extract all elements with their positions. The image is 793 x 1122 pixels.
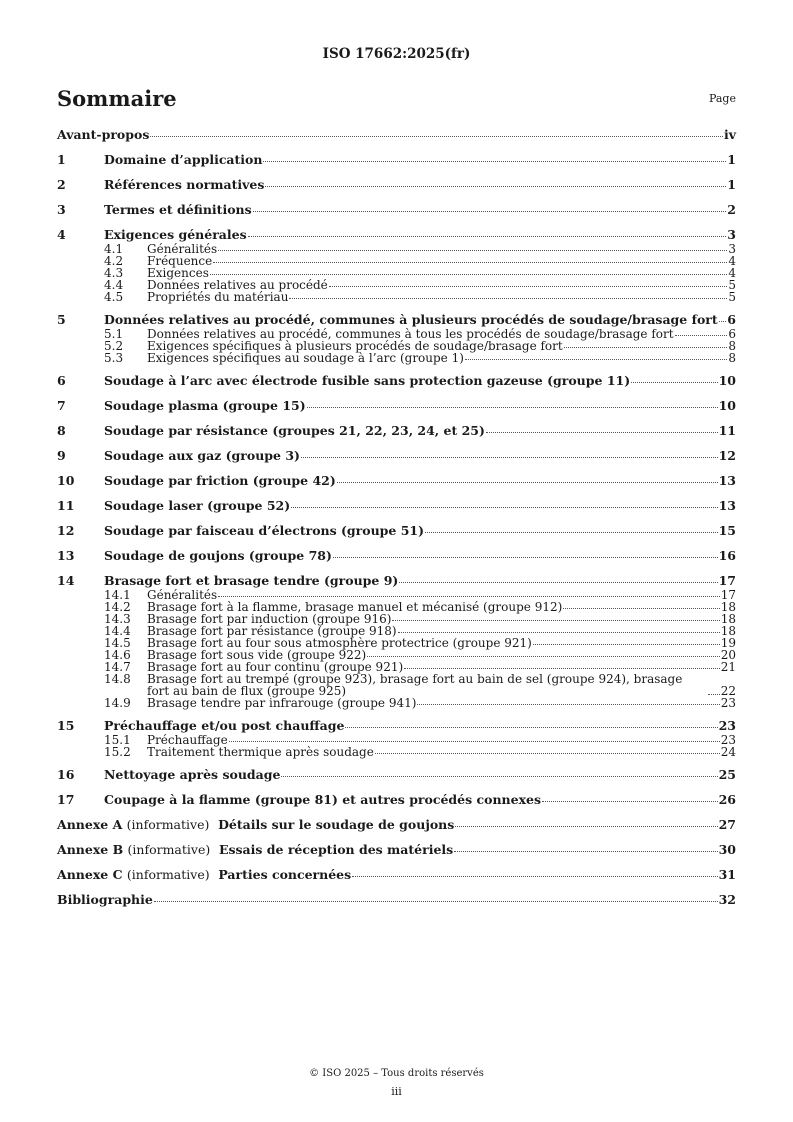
toc-entry-number: 4.4 (104, 278, 124, 292)
toc-entry-title: Brasage fort par induction (groupe 916) (147, 612, 392, 626)
toc-entry-2[interactable] (57, 179, 736, 193)
dot-leader (345, 727, 717, 728)
dot-leader (253, 211, 727, 212)
toc-entry-number: 4.3 (104, 266, 124, 280)
toc-entry-title: Soudage par faisceau d’électrons (groupe 51) (104, 523, 425, 538)
toc-entry-number: 1 (57, 152, 66, 167)
toc-entry-number: 14.5 (104, 636, 131, 650)
dot-leader (263, 161, 726, 162)
toc-entry-annex-a[interactable] (57, 819, 736, 833)
toc-entry-number: 5.3 (104, 351, 124, 365)
toc-entry-page: 10 (718, 373, 736, 388)
toc-entry-page: 25 (718, 767, 736, 782)
toc-entry-page: 27 (718, 817, 736, 832)
toc-entry-page: 30 (718, 842, 736, 857)
toc-entry-page: 1 (727, 152, 736, 167)
toc-entry-page: 20 (720, 648, 736, 662)
toc-entry-page: 23 (720, 696, 736, 710)
toc-entry-number: 3 (57, 202, 66, 217)
toc-entry-number: 14.7 (104, 660, 131, 674)
dot-leader (218, 596, 720, 597)
toc-entry-title: Généralités (147, 242, 218, 256)
toc-entry-title: Exigences spécifiques à plusieurs procédés de soudage/brasage fort (147, 339, 563, 353)
toc-entry-bibliography[interactable] (57, 894, 736, 908)
toc-entry-page: 16 (718, 548, 736, 563)
toc-entry-title: Brasage fort à la flamme, brasage manuel et mécanisé (groupe 912) (147, 600, 563, 614)
dot-leader (333, 557, 718, 558)
toc-entry-number: 14.2 (104, 600, 131, 614)
toc-entry-title: Termes et définitions (104, 202, 252, 217)
toc-entry-page: 18 (720, 612, 736, 626)
toc-entry-title: Avant-propos (57, 127, 150, 142)
dot-leader (454, 851, 717, 852)
toc-entry-title: Essais de réception des matériels (218, 842, 454, 857)
toc-entry-page: 17 (718, 573, 736, 588)
dot-leader (404, 668, 720, 669)
toc-entry-number: 13 (57, 548, 75, 563)
toc-entry-title: Bibliographie (57, 892, 153, 907)
dot-leader (486, 432, 718, 433)
toc-entry-number: 6 (57, 373, 66, 388)
toc-entry-number: 4.1 (104, 242, 124, 256)
toc-entry-7[interactable] (57, 400, 736, 414)
toc-entry-page: 13 (718, 498, 736, 513)
toc-entry-1[interactable] (57, 154, 736, 168)
toc-entry-13[interactable] (57, 550, 736, 564)
toc-entry-number: 15.2 (104, 745, 131, 759)
toc-entry-page: 21 (720, 660, 736, 674)
toc-entry-title: Brasage fort et brasage tendre (groupe 9) (104, 573, 399, 588)
toc-entry-number: 4.2 (104, 254, 124, 268)
toc-entry-14[interactable] (57, 575, 736, 589)
toc-entry-16[interactable] (57, 769, 736, 783)
toc-entry-title: Soudage à l’arc avec électrode fusible sans protection gazeuse (groupe 11) (104, 373, 631, 388)
toc-entry-title: Exigences (147, 266, 209, 280)
dot-leader (417, 704, 719, 705)
toc-entry-title: Données relatives au procédé, communes à tous les procédés de soudage/brasage fort (147, 327, 674, 341)
dot-leader (465, 359, 727, 360)
toc-entry-title: Parties concernées (218, 867, 352, 882)
toc-entry-title: Préchauffage (147, 733, 228, 747)
toc-entry-page: 5 (728, 290, 736, 304)
toc-entry-title: Soudage aux gaz (groupe 3) (104, 448, 300, 463)
toc-entry-14-9[interactable] (104, 697, 736, 709)
toc-entry-page: 22 (720, 684, 736, 698)
dot-leader (708, 694, 720, 695)
toc-entry-number: 14.9 (104, 696, 131, 710)
dot-leader (563, 608, 719, 609)
toc-entry-title: Traitement thermique après soudage (147, 745, 374, 759)
toc-entry-number: 8 (57, 423, 66, 438)
toc-entry-title: Données relatives au procédé (147, 278, 328, 292)
dot-leader (542, 801, 718, 802)
dot-leader (375, 753, 720, 754)
page-number: iii (391, 1085, 402, 1098)
dot-leader (291, 507, 717, 508)
toc-entry-title: Fréquence (147, 254, 213, 268)
dot-leader (398, 632, 720, 633)
dot-leader (218, 250, 727, 251)
toc-entry-page: 19 (720, 636, 736, 650)
toc-entry-6[interactable] (57, 375, 736, 389)
annex-type: (informative) (126, 867, 210, 882)
toc-entry-title: Soudage de goujons (groupe 78) (104, 548, 332, 563)
toc-entry-number: 14.3 (104, 612, 131, 626)
toc-entry-15-2[interactable] (104, 746, 736, 758)
toc-entry-5[interactable] (57, 314, 736, 328)
toc-entry-title: Brasage tendre par infrarouge (groupe 941) (147, 696, 417, 710)
toc-entry-page: 32 (718, 892, 736, 907)
toc-entry-annex-c[interactable] (57, 869, 736, 883)
toc-entry-title: Soudage par friction (groupe 42) (104, 473, 336, 488)
dot-leader (248, 236, 727, 237)
toc-entry-number: 14.4 (104, 624, 131, 638)
toc-entry-10[interactable] (57, 475, 736, 489)
toc-entry-number: 2 (57, 177, 66, 192)
toc-entry-title: Nettoyage après soudage (104, 767, 281, 782)
toc-entry-page: 23 (720, 733, 736, 747)
annex-type: (informative) (126, 817, 210, 832)
dot-leader (301, 457, 718, 458)
page-column-label: Page (708, 92, 736, 105)
toc-entry-page: 31 (718, 867, 736, 882)
toc-entry-page: 4 (728, 266, 736, 280)
toc-entry-page: 5 (728, 278, 736, 292)
dot-leader (392, 620, 719, 621)
toc-entry-page: 15 (718, 523, 736, 538)
dot-leader (337, 482, 718, 483)
dot-leader (281, 776, 717, 777)
toc-entry-number: 9 (57, 448, 66, 463)
toc-entry-page: 23 (718, 718, 736, 733)
toc-entry-12[interactable] (57, 525, 736, 539)
toc-entry-14-8[interactable] (104, 673, 736, 697)
toc-entry-title: Références normatives (104, 177, 265, 192)
toc-entry-number: 10 (57, 473, 75, 488)
toc-entry-5-3[interactable] (104, 352, 736, 364)
toc-entry-number: 5 (57, 312, 66, 327)
toc-entry-9[interactable] (57, 450, 736, 464)
toc-entry-number: 4 (57, 227, 66, 242)
dot-leader (455, 826, 717, 827)
toc-entry-number: 15.1 (104, 733, 131, 747)
toc-entry-page: 11 (718, 423, 736, 438)
toc-entry-annex-b[interactable] (57, 844, 736, 858)
dot-leader (229, 741, 720, 742)
dot-leader (213, 262, 727, 263)
toc-entry-11[interactable] (57, 500, 736, 514)
toc-entry-title: Propriétés du matériau (147, 290, 289, 304)
toc-entry-number: 5.2 (104, 339, 124, 353)
annex-type: (informative) (127, 842, 211, 857)
toc-entry-title: Brasage fort au four sous atmosphère protectrice (groupe 921) (147, 636, 532, 650)
dot-leader (719, 321, 727, 322)
dot-leader (533, 644, 720, 645)
toc-entry-page: 8 (728, 339, 736, 353)
toc-entry-4[interactable] (57, 229, 736, 243)
toc-entry-page: 8 (728, 351, 736, 365)
toc-entry-page: 2 (727, 202, 736, 217)
toc-entry-foreword[interactable] (57, 129, 736, 143)
dot-leader (329, 286, 728, 287)
toc-entry-page: 18 (720, 624, 736, 638)
toc-entry-title: Données relatives au procédé, communes à plusieurs procédés de soudage/brasage fort (104, 312, 718, 327)
table-of-contents (57, 129, 736, 908)
dot-leader (154, 901, 718, 902)
toc-entry-number: 17 (57, 792, 75, 807)
toc-entry-title: Soudage laser (groupe 52) (104, 498, 291, 513)
toc-entry-15[interactable] (57, 720, 736, 734)
toc-entry-page: 12 (718, 448, 736, 463)
toc-entry-number: 7 (57, 398, 66, 413)
toc-entry-page: 26 (718, 792, 736, 807)
toc-entry-title: Généralités (147, 588, 218, 602)
toc-entry-page: 18 (720, 600, 736, 614)
toc-entry-4-5[interactable] (104, 291, 736, 303)
dot-leader (210, 274, 728, 275)
dot-leader (675, 335, 728, 336)
annex-label: Annexe A (57, 817, 123, 832)
toc-entry-page: 10 (718, 398, 736, 413)
toc-entry-title: Préchauffage et/ou post chauffage (104, 718, 345, 733)
toc-entry-title: Brasage fort sous vide (groupe 922) (147, 648, 367, 662)
toc-entry-title: Exigences générales (104, 227, 247, 242)
toc-entry-page: 3 (728, 242, 736, 256)
toc-entry-page: 6 (727, 312, 736, 327)
toc-entry-title: Soudage par résistance (groupes 21, 22, 23, 24, et 25) (104, 423, 485, 438)
toc-entry-number: 11 (57, 498, 75, 513)
dot-leader (399, 582, 717, 583)
toc-entry-3[interactable] (57, 204, 736, 218)
toc-entry-number: 14 (57, 573, 75, 588)
toc-entry-title: Brasage fort au trempé (groupe 923), brasage fort au bain de sel (groupe 924), brasage fort au bain de flux (groupe 925) (147, 672, 683, 698)
copyright-footer: © ISO 2025 – Tous droits réservés (309, 1068, 484, 1079)
toc-entry-8[interactable] (57, 425, 736, 439)
toc-entry-number: 15 (57, 718, 75, 733)
toc-entry-page: 6 (728, 327, 736, 341)
toc-entry-page: iv (723, 127, 736, 142)
dot-leader (367, 656, 720, 657)
annex-label: Annexe B (57, 842, 124, 857)
toc-entry-title: Brasage fort au four continu (groupe 921) (147, 660, 404, 674)
toc-entry-page: 17 (720, 588, 736, 602)
toc-entry-page: 3 (727, 227, 736, 242)
toc-entry-number: 14.6 (104, 648, 131, 662)
toc-entry-number: 14.1 (104, 588, 131, 602)
toc-entry-page: 13 (718, 473, 736, 488)
toc-entry-title: Exigences spécifiques au soudage à l’arc (groupe 1) (147, 351, 464, 365)
dot-leader (425, 532, 718, 533)
toc-entry-number: 14.8 (104, 672, 131, 686)
dot-leader (307, 407, 718, 408)
toc-entry-page: 4 (728, 254, 736, 268)
annex-label: Annexe C (57, 867, 123, 882)
toc-entry-page: 1 (727, 177, 736, 192)
toc-entry-title: Coupage à la flamme (groupe 81) et autres procédés connexes (104, 792, 542, 807)
document-header: ISO 17662:2025(fr) (322, 46, 471, 62)
toc-entry-number: 16 (57, 767, 75, 782)
dot-leader (150, 136, 723, 137)
toc-entry-number: 4.5 (104, 290, 124, 304)
dot-leader (352, 876, 717, 877)
dot-leader (289, 298, 727, 299)
dot-leader (564, 347, 728, 348)
dot-leader (631, 382, 717, 383)
toc-entry-title: Domaine d’application (104, 152, 263, 167)
toc-entry-title: Soudage plasma (groupe 15) (104, 398, 306, 413)
toc-title: Sommaire (57, 86, 177, 111)
dot-leader (265, 186, 726, 187)
toc-entry-number: 12 (57, 523, 75, 538)
toc-entry-title: Brasage fort par résistance (groupe 918) (147, 624, 397, 638)
toc-entry-title: Détails sur le soudage de goujons (218, 817, 455, 832)
toc-entry-number: 5.1 (104, 327, 124, 341)
toc-entry-17[interactable] (57, 794, 736, 808)
toc-entry-page: 24 (720, 745, 736, 759)
